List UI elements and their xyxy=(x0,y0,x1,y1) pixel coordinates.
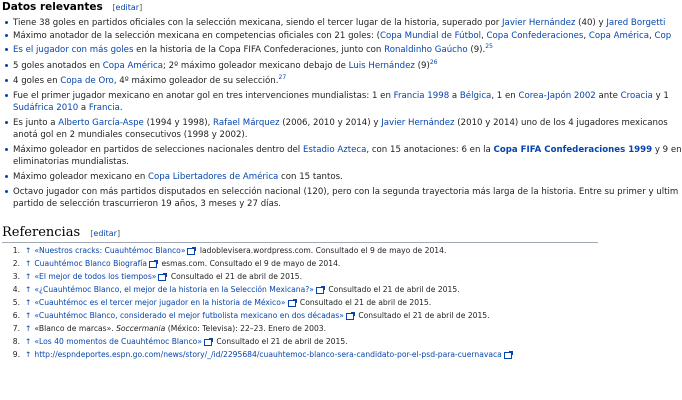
link[interactable]: Croacia xyxy=(620,91,653,101)
link[interactable]: Copa América xyxy=(102,61,163,71)
bullet-icon xyxy=(5,48,8,51)
list-item: 4 goles en Copa de Oro, 4º máximo goleador de su selección.$^{27}$ xyxy=(2,76,286,86)
list-item: Octavo jugador con más partidos disputados en selección nacional (120), pero con la segunda trayectoria más larga de la historia. Entre su primer y ultim xyxy=(2,187,678,197)
external-link-icon xyxy=(204,339,212,346)
external-link-icon xyxy=(187,248,195,255)
reference-link[interactable]: «¿Cuauhtémoc Blanco, el mejor de la historia en la Selección Mexicana?» xyxy=(34,285,314,294)
reference-item: 7. ↑ «Blanco de marcas». Soccermania (México: Televisa): 22–23. Enero de 2003. xyxy=(12,324,327,333)
link[interactable]: Estadio Azteca xyxy=(302,145,367,155)
back-arrow-icon[interactable]: ↑ xyxy=(25,298,32,307)
list-item: Es junto a Alberto García-Aspe (1994 y 1998), Rafael Márquez (2006, 2010 y 2014) y Javier Hernández (2010 y 2014) uno de los 4 jugadores mexicanos xyxy=(2,118,668,128)
bullet-icon xyxy=(5,64,8,67)
link[interactable]: Ronaldinho Gaúcho xyxy=(384,45,468,55)
external-link-icon xyxy=(346,313,354,320)
link[interactable]: Francia xyxy=(88,103,120,113)
list-item: Tiene 38 goles en partidos oficiales con la selección mexicana, siendo el tercer lugar de la historia, superado por Javier Hernández (40) y Jared Borgetti xyxy=(2,18,665,28)
list-item: Máximo goleador mexicano en Copa Libertadores de América con 15 tantos. xyxy=(2,172,343,182)
reference-link[interactable]: «Nuestros cracks: Cuauhtémoc Blanco» xyxy=(34,246,186,255)
citation-link[interactable]: 26 xyxy=(429,59,438,66)
reference-item: 5. ↑ «Cuauhtémoc es el tercer mejor jugador en la historia de México» Consultado el 21 de abril de 2015. xyxy=(12,298,432,307)
back-arrow-icon[interactable]: ↑ xyxy=(25,259,32,268)
link[interactable]: Luis Hernández xyxy=(348,61,415,71)
link[interactable]: Javier Hernández xyxy=(381,118,455,128)
external-link-icon xyxy=(158,274,166,281)
external-link-icon xyxy=(316,287,324,294)
link[interactable]: Copa Confederaciones xyxy=(486,31,584,41)
list-item: Es el jugador con más goles en la historia de la Copa FIFA Confederaciones, junto con Ronaldinho Gaúcho (9).$^{25}$ xyxy=(2,45,493,55)
reference-link[interactable]: Cuauhtémoc Blanco Biografía xyxy=(34,259,148,268)
link[interactable]: Jared Borgetti xyxy=(606,18,666,28)
edit-section-link[interactable]: [editar] xyxy=(90,229,121,238)
link[interactable]: Francia 1998 xyxy=(393,91,450,101)
list-item: Máximo goleador en partidos de selecciones nacionales dentro del Estadio Azteca, con 15 anotaciones: 6 en la Copa FIFA Confederaciones 1999 y 9 en xyxy=(2,145,682,155)
reference-link[interactable]: «Los 40 momentos de Cuauhtémoc Blanco» xyxy=(34,337,202,346)
bullet-icon xyxy=(5,148,8,151)
bullet-icon xyxy=(5,21,8,24)
link[interactable]: Copa América xyxy=(588,31,650,41)
section-title: Datos relevantes xyxy=(2,1,103,13)
reference-link[interactable]: «Cuauhtémoc Blanco, considerado el mejor futbolista mexicano en dos décadas» xyxy=(34,311,344,320)
external-link-icon xyxy=(149,261,157,268)
citation-link[interactable]: 27 xyxy=(278,74,287,81)
list-item-continuation: anotá gol en 2 mundiales consecutivos (1998 y 2002). xyxy=(13,130,248,140)
reference-item: 1. ↑ «Nuestros cracks: Cuauhtémoc Blanco» ladoblevisera.wordpress.com. Consultado el 9 de mayo de 2014. xyxy=(12,246,447,255)
reference-link[interactable]: «El mejor de todos los tiempos» xyxy=(34,272,157,281)
bullet-icon xyxy=(5,175,8,178)
back-arrow-icon[interactable]: ↑ xyxy=(25,246,32,255)
citation-link[interactable]: 25 xyxy=(485,43,493,50)
reference-item: 8. ↑ «Los 40 momentos de Cuauhtémoc Blanco» Consultado el 21 de abril de 2015. xyxy=(12,337,348,346)
back-arrow-icon[interactable]: ↑ xyxy=(25,272,32,281)
link[interactable]: Corea-Japón 2002 xyxy=(518,91,596,101)
bullet-icon xyxy=(5,121,8,124)
bullet-icon xyxy=(5,34,8,37)
back-arrow-icon[interactable]: ↑ xyxy=(25,324,32,333)
bullet-icon xyxy=(5,190,8,193)
back-arrow-icon[interactable]: ↑ xyxy=(25,350,32,359)
reference-item: 4. ↑ «¿Cuauhtémoc Blanco, el mejor de la historia en la Selección Mexicana?» Consultado el 21 de abril de 2015. xyxy=(12,285,460,294)
reference-item: 6. ↑ «Cuauhtémoc Blanco, considerado el mejor futbolista mexicano en dos décadas» Consultado el 21 de abril de 2015. xyxy=(12,311,490,320)
reference-item: 9. ↑ http://espndeportes.espn.go.com/news/story/_/id/2295684/cuauhtemoc-blanco-sera-candidato-por-el-psd-para-cuernavaca xyxy=(8,350,514,360)
link[interactable]: Copa FIFA Confederaciones 1999 xyxy=(493,145,653,155)
link[interactable]: Bélgica xyxy=(459,91,492,101)
back-arrow-icon[interactable]: ↑ xyxy=(25,285,32,294)
link[interactable]: Alberto García-Aspe xyxy=(58,118,144,128)
list-item-continuation: Sudáfrica 2010 a Francia. xyxy=(13,103,123,113)
link[interactable]: Copa de Oro xyxy=(60,76,114,86)
link[interactable]: Cop xyxy=(654,31,672,41)
link[interactable]: Es el jugador con más goles xyxy=(13,45,134,55)
link[interactable]: Rafael Márquez xyxy=(213,118,280,128)
back-arrow-icon[interactable]: ↑ xyxy=(25,311,32,320)
link[interactable]: Copa Mundial de Fútbol xyxy=(379,31,482,41)
section-heading-datos-relevantes xyxy=(2,1,142,13)
bullet-icon xyxy=(5,94,8,97)
list-item: Máximo anotador de la selección mexicana en competencias oficiales con 21 goles: (Copa Mundial de Fútbol, Copa Confederaciones, Copa América, Cop xyxy=(2,31,671,41)
external-link-icon xyxy=(504,352,512,359)
link[interactable]: Javier Hernández xyxy=(502,18,576,28)
link[interactable]: Copa Libertadores de América xyxy=(148,172,279,182)
bullet-icon xyxy=(5,79,8,82)
list-item-continuation: partido de selección trascurrieron 19 años, 3 meses y 27 días. xyxy=(13,199,282,209)
edit-section-link[interactable]: [editar] xyxy=(112,3,143,12)
list-item: 5 goles anotados en Copa América; 2º máximo goleador mexicano debajo de Luis Hernández $(9)^{26}$ xyxy=(2,61,437,71)
section-heading-referencias xyxy=(2,225,598,243)
external-link-icon xyxy=(288,300,296,307)
section-title: Referencias xyxy=(2,225,81,240)
reference-link[interactable]: http://espndeportes.espn.go.com/news/story/_/id/2295684/cuauhtemoc-blanco-sera-candidato-por-el-psd-para-cuernavaca xyxy=(34,350,502,359)
list-item: Fue el primer jugador mexicano en anotar gol en tres intervenciones mundialistas: 1 en Francia 1998 a Bélgica, 1 en Corea-Japón 2002 ante Croacia y 1 xyxy=(2,91,669,101)
reference-link[interactable]: «Cuauhtémoc es el tercer mejor jugador en la historia de México» xyxy=(34,298,286,307)
reference-item: 3. ↑ «El mejor de todos los tiempos» Consultado el 21 de abril de 2015. xyxy=(12,272,303,281)
list-item-continuation: eliminatorias mundialistas. xyxy=(13,157,130,167)
link[interactable]: Sudáfrica 2010 xyxy=(13,103,79,113)
reference-item: 2. ↑ Cuauhtémoc Blanco Biografía esmas.com. Consultado el 9 de mayo de 2014. xyxy=(12,259,341,268)
back-arrow-icon[interactable]: ↑ xyxy=(25,337,32,346)
